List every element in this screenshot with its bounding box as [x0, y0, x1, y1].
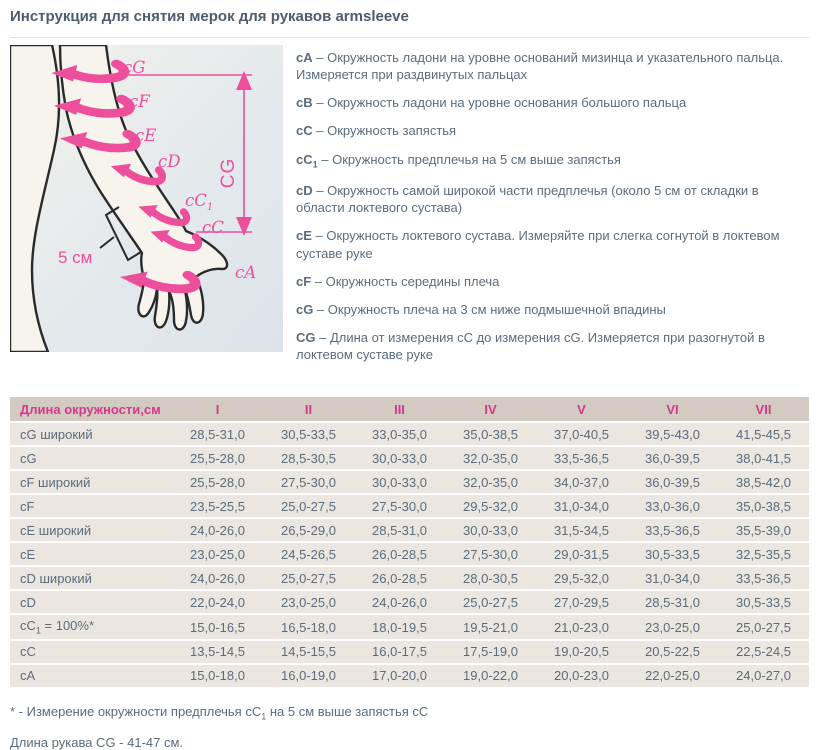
page-title: Инструкция для снятия мерок для рукавов armsleeve — [10, 8, 409, 25]
instruction-section — [10, 45, 809, 374]
table-header-size-II: II — [263, 397, 354, 421]
table-row — [10, 641, 809, 663]
size-value: 33,5-36,5 — [627, 519, 718, 541]
size-table — [10, 395, 809, 689]
size-value: 20,5-22,5 — [627, 641, 718, 663]
size-value: 28,5-31,0 — [627, 591, 718, 613]
description-item — [296, 227, 809, 261]
size-value: 19,5-21,0 — [445, 615, 536, 639]
size-value: 30,5-33,5 — [627, 543, 718, 565]
size-value: 26,0-28,5 — [354, 543, 445, 565]
size-value: 30,0-33,0 — [354, 471, 445, 493]
table-row — [10, 665, 809, 687]
table-row — [10, 615, 809, 639]
measure-code-subscript: 1 — [312, 159, 318, 170]
size-value: 15,0-16,5 — [172, 615, 263, 639]
size-value: 17,5-19,0 — [445, 641, 536, 663]
size-value: 25,0-27,5 — [718, 615, 809, 639]
measure-code: cC — [296, 123, 313, 139]
table-header-size-III: III — [354, 397, 445, 421]
description-item — [296, 94, 809, 111]
size-value: 22,0-25,0 — [627, 665, 718, 687]
size-value: 22,5-24,5 — [718, 641, 809, 663]
row-label: cF широкий — [10, 471, 172, 493]
description-item — [296, 301, 809, 318]
size-value: 30,0-33,0 — [445, 519, 536, 541]
row-label: $cC_1 = 100\%*$ — [10, 615, 172, 639]
arm-measurement-illustration — [10, 45, 283, 352]
size-value: 24,0-26,0 — [172, 567, 263, 589]
size-value: 16,0-19,0 — [263, 665, 354, 687]
size-value: 18,0-19,5 — [354, 615, 445, 639]
size-value: 16,0-17,5 — [354, 641, 445, 663]
table-row — [10, 423, 809, 445]
table-row — [10, 471, 809, 493]
wrap-label-cc1: $cC_1$ — [185, 191, 214, 213]
size-value: 35,0-38,5 — [718, 495, 809, 517]
size-value: 26,0-28,5 — [354, 567, 445, 589]
size-value: 29,5-32,0 — [536, 567, 627, 589]
size-value: 19,0-20,5 — [536, 641, 627, 663]
size-table-head — [10, 397, 809, 421]
measurement-descriptions — [296, 45, 809, 374]
footnote: Длина рукава CG - 41-47 см. — [10, 734, 184, 750]
measure-code: cB — [296, 95, 313, 111]
table-header-dimension: Длина окружности,см — [10, 397, 172, 421]
measure-code: cD — [296, 183, 313, 199]
size-value: 17,0-20,0 — [354, 665, 445, 687]
size-value: 26,5-29,0 — [263, 519, 354, 541]
row-label-subscript: 1 — [35, 625, 41, 636]
size-value: 31,0-34,0 — [536, 495, 627, 517]
size-table-body — [10, 423, 809, 687]
row-label: cG — [10, 447, 172, 469]
description-item — [296, 273, 809, 290]
size-value: 36,0-39,5 — [627, 447, 718, 469]
size-value: 32,0-35,0 — [445, 471, 536, 493]
size-value: 14,5-15,5 — [263, 641, 354, 663]
size-value: 27,5-30,0 — [354, 495, 445, 517]
footnote-subscript: 1 — [261, 711, 267, 722]
description-text: – Длина от измерения cC до измерения cG. Измеряется при разогнутой в локтевом суставе руке — [296, 330, 765, 363]
table-row — [10, 543, 809, 565]
wrap-label-cf: cF — [129, 92, 150, 111]
row-label: cE — [10, 543, 172, 565]
wrap-label-ce: cE — [135, 126, 157, 145]
size-value: 23,0-25,0 — [263, 591, 354, 613]
size-value: 34,0-37,0 — [536, 471, 627, 493]
row-label: cF — [10, 495, 172, 517]
size-value: 41,5-45,5 — [718, 423, 809, 445]
size-value: 37,0-40,5 — [536, 423, 627, 445]
description-text: – Окружность локтевого сустава. Измеряйте при слегка согнутой в локтевом суставе руке — [296, 228, 780, 261]
size-value: 24,5-26,5 — [263, 543, 354, 565]
size-value: 25,0-27,5 — [263, 567, 354, 589]
row-label: cE широкий — [10, 519, 172, 541]
five-cm-label: 5 см — [58, 248, 93, 267]
row-label: cA — [10, 665, 172, 687]
table-row — [10, 495, 809, 517]
table-row — [10, 567, 809, 589]
size-value: 28,5-30,5 — [263, 447, 354, 469]
measure-code: cA — [296, 50, 313, 65]
size-value: 25,5-28,0 — [172, 447, 263, 469]
size-value: 31,5-34,5 — [536, 519, 627, 541]
description-text: – Окружность предплечья на 5 см выше запястья — [317, 151, 621, 167]
size-value: 24,0-26,0 — [172, 519, 263, 541]
size-value: 15,0-18,0 — [172, 665, 263, 687]
table-header-size-I: I — [172, 397, 263, 421]
size-value: 33,5-36,5 — [718, 567, 809, 589]
title-divider — [10, 37, 809, 38]
size-value: 36,0-39,5 — [627, 471, 718, 493]
table-row — [10, 591, 809, 613]
size-value: 32,0-35,0 — [445, 447, 536, 469]
size-value: 35,0-38,5 — [445, 423, 536, 445]
size-value: 29,5-32,0 — [445, 495, 536, 517]
size-value: 25,0-27,5 — [263, 495, 354, 517]
size-value: 13,5-14,5 — [172, 641, 263, 663]
size-table-header-row — [10, 397, 809, 421]
description-text: – Окружность плеча на 3 см ниже подмышечной впадины — [313, 301, 666, 317]
size-value: 35,5-39,0 — [718, 519, 809, 541]
size-value: 27,5-30,0 — [263, 471, 354, 493]
size-value: 21,0-23,0 — [536, 615, 627, 639]
size-value: 30,5-33,5 — [263, 423, 354, 445]
size-value: 28,0-30,5 — [445, 567, 536, 589]
size-value: 22,0-24,0 — [172, 591, 263, 613]
table-header-size-IV: IV — [445, 397, 536, 421]
row-label: cD — [10, 591, 172, 613]
table-header-size-V: V — [536, 397, 627, 421]
size-value: 23,0-25,0 — [627, 615, 718, 639]
wrap-label-cd: cD — [158, 152, 181, 171]
size-value: 38,5-42,0 — [718, 471, 809, 493]
measure-code: cE — [296, 228, 312, 244]
row-label: cC — [10, 641, 172, 663]
measure-code: cF — [296, 273, 312, 289]
size-value: 23,0-25,0 — [172, 543, 263, 565]
row-label: cG широкий — [10, 423, 172, 445]
cg-dimension-label: CG — [218, 157, 239, 189]
description-text: – Окружность запястья — [312, 123, 457, 139]
description-text: – Окружность ладони на уровне оснований мизинца и указательного пальца. Измеряется при раздвинутых пальцах — [296, 50, 784, 83]
table-row — [10, 447, 809, 469]
size-value: 27,0-29,5 — [536, 591, 627, 613]
description-text: – Окружность середины плеча — [311, 273, 500, 289]
size-value: 24,0-26,0 — [354, 591, 445, 613]
size-value: 39,5-43,0 — [627, 423, 718, 445]
description-item — [296, 49, 809, 83]
size-value: 29,0-31,5 — [536, 543, 627, 565]
size-value: 32,5-35,5 — [718, 543, 809, 565]
description-text: – Окружность ладони на уровне основания большого пальца — [312, 95, 687, 111]
size-value: 31,0-34,0 — [627, 567, 718, 589]
size-value: 33,0-36,0 — [627, 495, 718, 517]
wrap-label-cg: cG — [123, 58, 146, 77]
size-value: 38,0-41,5 — [718, 447, 809, 469]
table-row — [10, 519, 809, 541]
size-value: 25,0-27,5 — [445, 591, 536, 613]
description-text: – Окружность самой широкой части предплечья (около 5 см от складки в области локтевого сустава) — [296, 183, 759, 216]
footnote: * - Измерение окружности предплечья $cC_1$ на 5 см выше запястья cC — [10, 703, 429, 722]
measure-code: CG — [296, 330, 316, 346]
arm-diagram — [10, 45, 283, 352]
size-value: 19,0-22,0 — [445, 665, 536, 687]
size-value: 28,5-31,0 — [354, 519, 445, 541]
size-value: 27,5-30,0 — [445, 543, 536, 565]
size-value: 16,5-18,0 — [263, 615, 354, 639]
table-header-size-VI: VI — [627, 397, 718, 421]
size-value: 23,5-25,5 — [172, 495, 263, 517]
row-label: cD широкий — [10, 567, 172, 589]
description-item — [296, 329, 809, 363]
size-value: 28,5-31,0 — [172, 423, 263, 445]
description-item — [296, 151, 809, 171]
description-item — [296, 182, 809, 216]
measure-code: cG — [296, 301, 314, 317]
footnotes — [10, 704, 809, 750]
wrap-label-ca: cA — [235, 263, 257, 282]
size-value: 33,5-36,5 — [536, 447, 627, 469]
size-value: 30,0-33,0 — [354, 447, 445, 469]
size-value: 24,0-27,0 — [718, 665, 809, 687]
size-value: 30,5-33,5 — [718, 591, 809, 613]
wrap-label-cc: cC — [202, 218, 224, 237]
size-value: 25,5-28,0 — [172, 471, 263, 493]
table-header-size-VII: VII — [718, 397, 809, 421]
description-item — [296, 122, 809, 139]
measure-code: $cC_1$ — [296, 151, 318, 170]
size-value: 33,0-35,0 — [354, 423, 445, 445]
size-value: 20,0-23,0 — [536, 665, 627, 687]
